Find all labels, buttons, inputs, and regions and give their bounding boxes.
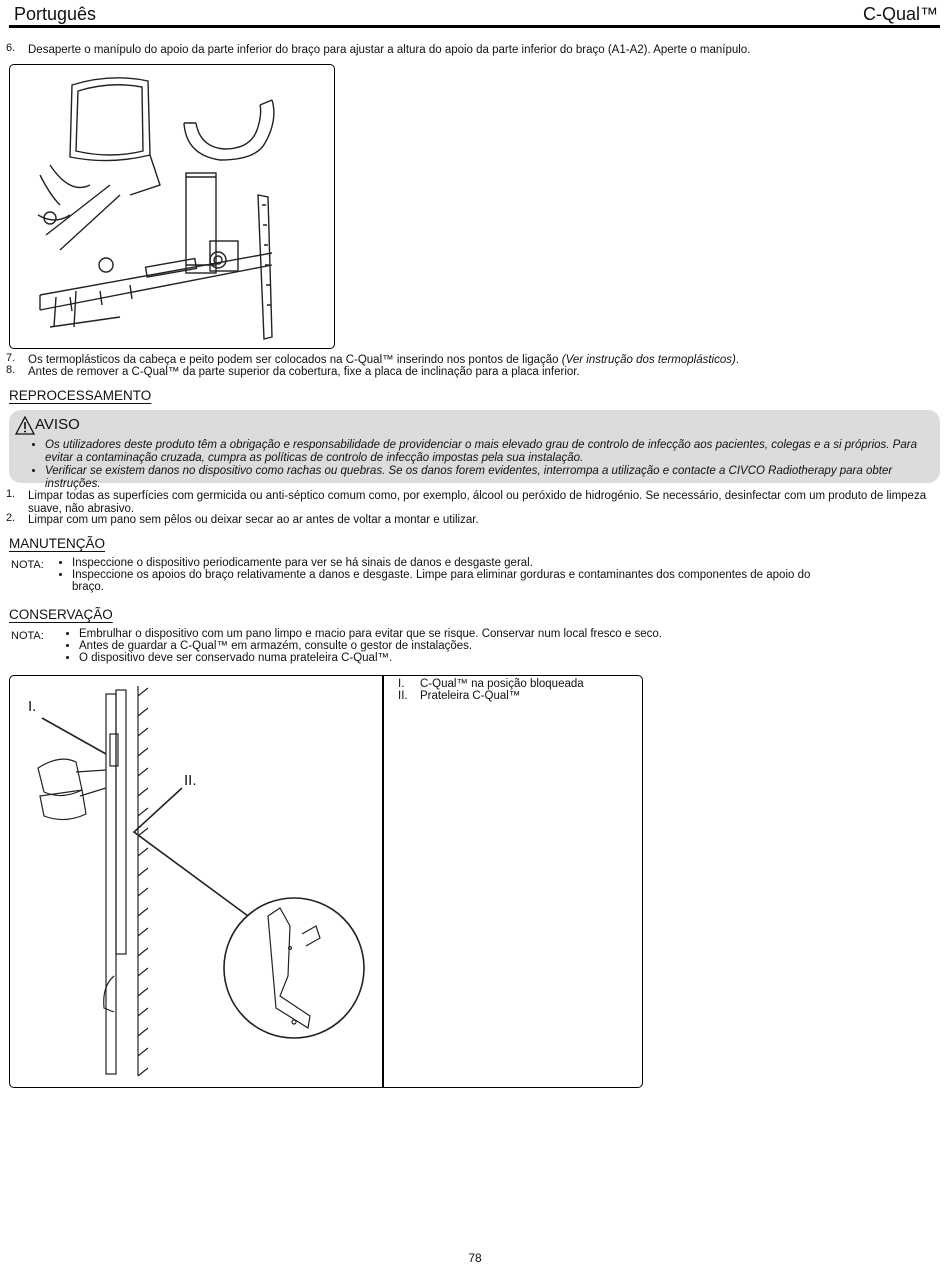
step-text: Os termoplásticos da cabeça e peito podem ser colocados na C-Qual™ inserindo nos pontos de ligação <box>28 354 562 366</box>
conservation-note-label: NOTA: <box>11 630 44 642</box>
list-item: • Inspeccione os apoios do braço relativamente a danos e desgaste. Limpe para eliminar gorduras e contaminantes dos componentes de apoio do braço. <box>72 569 812 593</box>
storage-illustration <box>10 676 382 1087</box>
callout-label-1: I. <box>28 698 37 715</box>
warning-list <box>23 439 940 491</box>
conservation-list <box>61 628 779 664</box>
step-text: Limpar com um pano sem pêlos ou deixar secar ao ar antes de voltar a montar e utilizar. <box>28 514 479 526</box>
legend-number: I. <box>398 678 405 690</box>
maintenance-list <box>54 557 812 593</box>
step-number: 1. <box>6 488 16 500</box>
callout-label-2: II. <box>184 772 197 789</box>
step-number: 7. <box>6 352 16 364</box>
figure-legend-item <box>398 678 584 690</box>
step-text: Antes de remover a C-Qual™ da parte superior da cobertura, fixe a placa de inclinação para a placa inferior. <box>28 366 580 378</box>
warning-box <box>9 410 940 490</box>
step-text-italic: (Ver instrução dos termoplásticos) <box>561 354 736 366</box>
step-text: Desaperte o manípulo do apoio da parte inferior do braço para ajustar a altura do apoio da parte inferior do braço (A1-A2). Aperte o manípulo. <box>28 44 751 56</box>
warning-icon <box>15 416 35 435</box>
figure-divider <box>382 676 384 1087</box>
maintenance-note-label: NOTA: <box>11 559 44 571</box>
legend-text: Prateleira C-Qual™ <box>420 690 521 702</box>
list-item: • Inspeccione o dispositivo periodicamente para ver se há sinais de danos e desgaste geral. <box>72 557 812 569</box>
step-number: 2. <box>6 512 16 524</box>
legend-number: II. <box>398 690 408 702</box>
warning-title: AVISO <box>35 416 80 433</box>
conservation-heading: CONSERVAÇÃO <box>9 607 113 622</box>
reprocess-heading: REPROCESSAMENTO <box>9 388 152 403</box>
list-item: • Embrulhar o dispositivo com um pano limpo e macio para evitar que se risque. Conservar num local fresco e seco. <box>79 628 779 640</box>
maintenance-heading: MANUTENÇÃO <box>9 536 106 551</box>
header-language: Português <box>14 4 97 24</box>
warning-item: • Os utilizadores deste produto têm a obrigação e responsabilidade de providenciar o mais elevado grau de controlo de infecção aos pacientes, colegas e a si próprios. Para evitar a contaminação cruzada, cumpra as políticas de controlo de infecção impostas pela sua instalação. <box>45 439 940 465</box>
header-product: C-Qual™ <box>862 4 938 24</box>
step-text-end: . <box>735 354 740 366</box>
storage-figure-frame <box>9 675 643 1088</box>
warning-item: • Verificar se existem danos no dispositivo como rachas ou quebras. Se os danos forem evidentes, interrompa a utilização e contacte a CIVCO Radiotherapy para obter instruções. <box>45 465 940 491</box>
legend-text: C-Qual™ na posição bloqueada <box>420 678 584 690</box>
arm-support-figure <box>9 64 335 349</box>
list-item: • Antes de guardar a C-Qual™ em armazém, consulte o gestor de instalações. <box>79 640 779 652</box>
header-rule <box>9 25 940 28</box>
step-number: 6. <box>6 42 16 54</box>
step-number: 8. <box>6 364 16 376</box>
figure-legend-item <box>398 690 520 702</box>
step-text: Limpar todas as superfícies com germicida ou anti-séptico comum como, por exemplo, álcool ou peróxido de hidrogénio. Se necessário, desinfectar com um produto de limpeza suave, não abrasivo. <box>28 490 927 515</box>
list-item: • O dispositivo deve ser conservado numa prateleira C-Qual™. <box>79 652 779 664</box>
page-number: 78 <box>468 1251 482 1265</box>
arm-support-illustration <box>10 65 334 348</box>
